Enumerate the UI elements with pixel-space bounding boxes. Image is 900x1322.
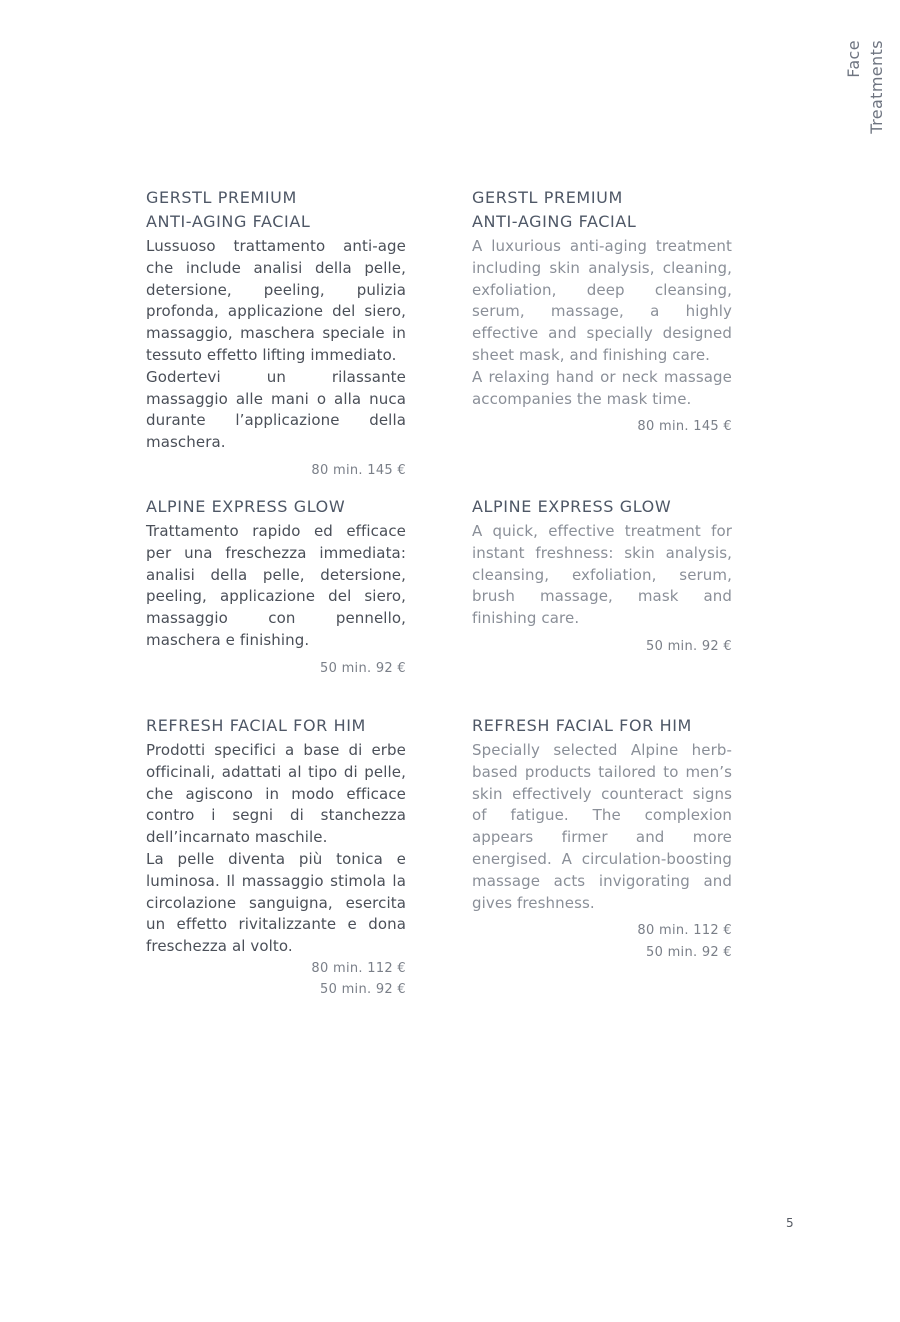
description-paragraph: La pelle diventa più tonica e luminosa. Il massaggio stimola la circolazione sanguigna, esercita un effetto rivitalizzante e dona freschezza al volto.: [146, 849, 406, 956]
treatment-price: 50 min. 92 €: [320, 660, 406, 676]
treatment-description: [146, 236, 406, 454]
treatment-price: 80 min. 145 €: [311, 462, 406, 478]
section-label: [842, 40, 890, 150]
treatment-title: ALPINE EXPRESS GLOW: [472, 497, 672, 516]
treatment-title: ALPINE EXPRESS GLOW: [146, 497, 346, 516]
description-paragraph: Trattamento rapido ed efficace per una freschezza immediata: analisi della pelle, detersione, peeling, applicazione del siero, massaggio con pennello, maschera e finishing.: [146, 522, 406, 649]
treatment-price: 80 min. 112 €: [311, 960, 406, 976]
description-paragraph: Godertevi un rilassante massaggio alle mani o alla nuca durante l’applicazione della maschera.: [146, 367, 406, 452]
treatment-description: [472, 521, 732, 630]
treatment-alpine-express-glow-it: [146, 495, 406, 679]
treatment-title: REFRESH FACIAL FOR HIM: [472, 716, 692, 735]
section-label-line1: Face: [844, 40, 863, 78]
treatment-price: 50 min. 92 €: [320, 982, 406, 998]
treatment-description: [146, 521, 406, 652]
description-paragraph: A luxurious anti-aging treatment including skin analysis, cleaning, exfoliation, deep cleansing, serum, massage, a highly effective and specially designed sheet mask, and finishing care.: [472, 237, 732, 364]
treatment-description: [472, 236, 732, 410]
description-paragraph: Specially selected Alpine herb-based products tailored to men’s skin effectively counteract signs of fatigue. The complexion appears firmer and more energised. A circulation-boosting massage acts invigorating and gives freshness.: [472, 741, 732, 912]
description-paragraph: Prodotti specifici a base di erbe officinali, adattati al tipo di pelle, che agiscono in modo efficace contro i segni di stanchezza dell’incarnato maschile.: [146, 741, 406, 847]
treatment-alpine-express-glow-en: [472, 495, 732, 657]
treatment-price: 50 min. 92 €: [646, 638, 732, 654]
treatment-price: 50 min. 92 €: [646, 944, 732, 960]
description-paragraph: A quick, effective treatment for instant freshness: skin analysis, cleansing, exfoliation, serum, brush massage, mask and finishing care.: [472, 522, 732, 628]
treatment-price: 80 min. 112 €: [637, 923, 732, 939]
treatment-title: GERSTL PREMIUM ANTI-AGING FACIAL: [146, 188, 311, 231]
treatment-description: [146, 740, 406, 958]
treatment-description: [472, 740, 732, 914]
description-paragraph: A relaxing hand or neck massage accompanies the mask time.: [472, 367, 732, 408]
treatment-price: 80 min. 145 €: [637, 419, 732, 435]
treatment-refresh-facial-it: [146, 714, 406, 1001]
section-label-line2: Treatments: [867, 40, 886, 134]
treatment-refresh-facial-en: [472, 714, 732, 963]
treatment-premium-anti-aging-it: [146, 186, 406, 481]
description-paragraph: Lussuoso trattamento anti-age che include analisi della pelle, detersione, peeling, pulizia profonda, applicazione del siero, massaggio, maschera speciale in tessuto effetto lifting immediato.: [146, 237, 406, 364]
treatment-title: REFRESH FACIAL FOR HIM: [146, 716, 366, 735]
treatment-premium-anti-aging-en: [472, 186, 732, 438]
treatment-title: GERSTL PREMIUM ANTI-AGING FACIAL: [472, 188, 637, 231]
page-number: 5: [786, 1216, 794, 1230]
